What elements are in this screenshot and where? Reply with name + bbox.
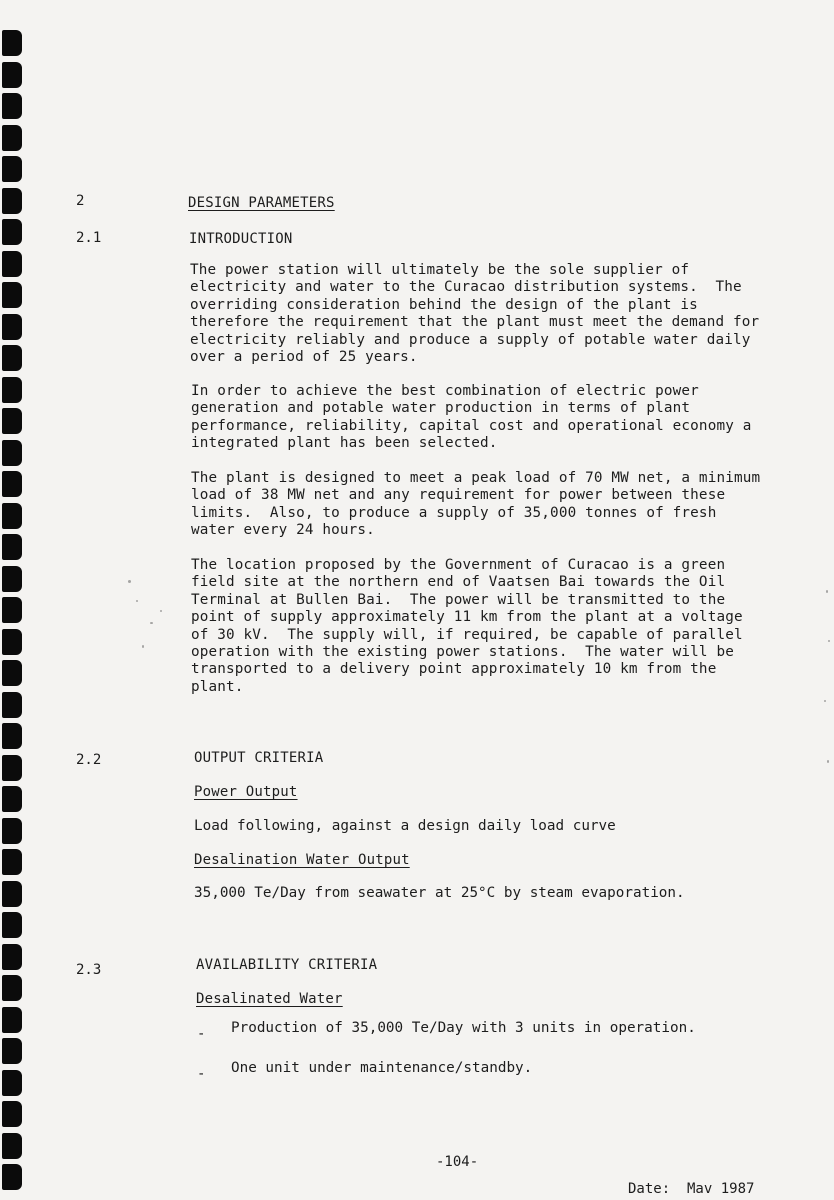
water-output-text: 35,000 Te/Day from seawater at 25°C by steam evaporation. — [194, 885, 685, 901]
intro-paragraph-4: The location proposed by the Government of Curacao is a green field site at the northern end of Vaatsen Bai towards the Oil Terminal at Bullen Bai. The power will be transmitted to the point of supply approximately 11 km from the plant at a voltage of 30 kV. The supply will, if required, be capable of parallel operation with the existing power stations. The water will be transported to a delivery point approximately 10 km from the plant. — [191, 557, 743, 695]
intro-paragraph-3: The plant is designed to meet a peak load of 70 MW net, a minimum load of 38 MW net and any requirement for power between these limits. Also, to produce a supply of 35,000 tonnes of fresh water every 24 hours. — [191, 470, 761, 539]
binding-ring — [2, 440, 22, 466]
binding-ring — [2, 1133, 22, 1159]
binding-ring — [2, 125, 22, 151]
binding-ring — [2, 881, 22, 907]
scan-speck — [142, 645, 144, 648]
binding-ring — [2, 849, 22, 875]
binding-ring — [2, 93, 22, 119]
binding-ring — [2, 723, 22, 749]
bullet-item-1: Production of 35,000 Te/Day with 3 units in operation. — [231, 1020, 696, 1036]
water-output-heading: Desalination Water Output — [194, 852, 410, 868]
binding-ring — [2, 188, 22, 214]
bullet-marker: - — [197, 1026, 206, 1042]
binding-ring — [2, 692, 22, 718]
section-2-1-title: INTRODUCTION — [189, 231, 293, 247]
binding-ring — [2, 377, 22, 403]
binding-ring — [2, 345, 22, 371]
binding-ring — [2, 30, 22, 56]
section-2-3-title: AVAILABILITY CRITERIA — [196, 957, 378, 973]
bullet-item-2: One unit under maintenance/standby. — [231, 1060, 533, 1076]
scan-speck — [160, 610, 162, 612]
binding-ring — [2, 251, 22, 277]
binding-ring — [2, 1038, 22, 1064]
page-number: -104- — [436, 1154, 479, 1170]
binding-ring — [2, 156, 22, 182]
section-2-title: DESIGN PARAMETERS — [188, 195, 335, 211]
scan-speck — [136, 600, 138, 602]
section-2-3-number: 2.3 — [76, 962, 102, 978]
binding-ring — [2, 534, 22, 560]
binding-ring — [2, 755, 22, 781]
binding-ring — [2, 1101, 22, 1127]
section-2-2-title: OUTPUT CRITERIA — [194, 750, 324, 766]
bullet-marker: - — [197, 1066, 206, 1082]
binding-ring — [2, 282, 22, 308]
binding-ring — [2, 912, 22, 938]
binding-ring — [2, 975, 22, 1001]
intro-paragraph-2: In order to achieve the best combination of electric power generation and potable water production in terms of plant performance, reliability, capital cost and operational economy a integrated plant has been selected. — [191, 383, 752, 452]
scan-speck — [827, 760, 829, 763]
binding-ring — [2, 660, 22, 686]
binding-ring — [2, 1007, 22, 1033]
binding-ring — [2, 471, 22, 497]
power-output-heading: Power Output — [194, 784, 298, 800]
scan-speck — [828, 640, 830, 642]
intro-paragraph-1: The power station will ultimately be the sole supplier of electricity and water to the Curacao distribution systems. The overriding consideration behind the design of the plant is therefore the requirement that the plant must meet the demand for electricity reliably and produce a supply of potable water daily over a period of 25 years. — [190, 262, 760, 366]
spiral-binding — [0, 30, 28, 1200]
binding-ring — [2, 219, 22, 245]
binding-ring — [2, 314, 22, 340]
binding-ring — [2, 1164, 22, 1190]
binding-ring — [2, 786, 22, 812]
binding-ring — [2, 62, 22, 88]
section-2-number: 2 — [76, 193, 85, 209]
section-2-1-number: 2.1 — [76, 230, 102, 246]
binding-ring — [2, 408, 22, 434]
binding-ring — [2, 503, 22, 529]
scan-speck — [150, 622, 153, 624]
binding-ring — [2, 629, 22, 655]
scan-speck — [824, 700, 826, 702]
binding-ring — [2, 566, 22, 592]
binding-ring — [2, 597, 22, 623]
scan-speck — [826, 590, 828, 593]
scan-speck — [128, 580, 131, 583]
section-2-2-number: 2.2 — [76, 752, 102, 768]
binding-ring — [2, 818, 22, 844]
power-output-text: Load following, against a design daily load curve — [194, 818, 616, 834]
binding-ring — [2, 944, 22, 970]
desalinated-water-heading: Desalinated Water — [196, 991, 343, 1007]
document-date: Date: Mav 1987 — [628, 1181, 755, 1197]
binding-ring — [2, 1070, 22, 1096]
